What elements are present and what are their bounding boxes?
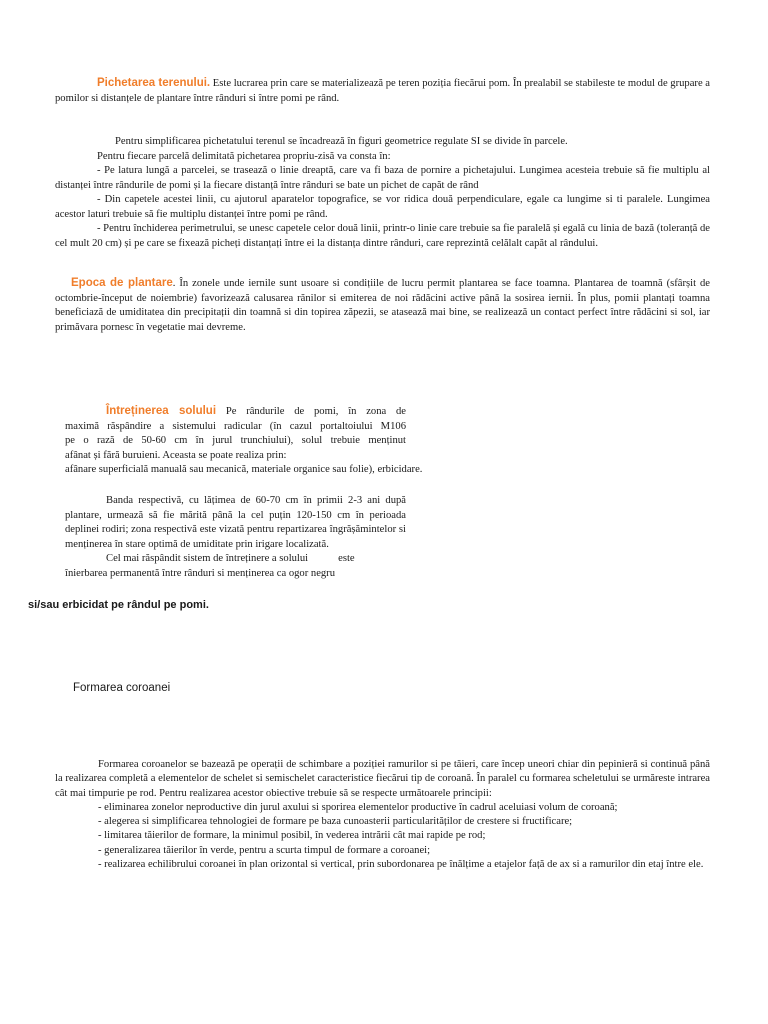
text-line: pe o rază de 50-60 cm în jurul trunchiului), solul trebuie menținut — [65, 435, 406, 447]
list-item: - Din capetele acestei linii, cu ajutorul aparatelor topografice, se vor ridica două perpendiculare, egale ca lungime si ti paralele. Lungimea acestor laturi trebuie să fie multiplu distanței între pomi pe rând. — [55, 194, 710, 220]
epoca-paragraph — [55, 276, 710, 335]
intretinere-line — [65, 404, 406, 420]
principles-list — [55, 801, 710, 858]
paragraph: Banda respectivă, cu lățimea de 60-70 cm în primii 2-3 ani după plantare, urmează să fie mărită până la cel puțin 120-150 cm în perioada deplinei rodiri; zona respectivă este vizată pentru repartizarea îngrășămintelor si menținerea în stare optimă de umiditate prin irigare localizată. — [65, 495, 406, 550]
section-intretinere-banda — [65, 494, 406, 582]
epoca-text: . În zonele unde iernile sunt usoare si condițiile de lucru permit plantarea se face toamna. Plantarea de toamnă (sfârșit de octombrie-început de noiembrie) favorizează calusarea rănilor si emiterea de noi rădăcini active până la sosirea iernii. În plus, pomii plantați toamna beneficiază de umiditatea din precipitații din toamnă si din topirea zăpezii, se atasează mai bine, se realizează un contact perfect între rădăcini si sol, iar primăvara pornesc în vegetatie mai devreme. — [55, 278, 711, 333]
section-intretinere — [65, 404, 423, 478]
list-item: - Pentru închiderea perimetrului, se unesc capetele celor două linii, printr-o linie care trebuie sa fie paralelă și egală cu linia de bază (toleranță de cel mult 20 cm) și pe care se fixează picheți distanțați între ei la distanța dintre rânduri, care reprezintă celălalt capăt al rândului. — [55, 223, 710, 249]
pichetare-paragraph — [55, 76, 710, 106]
text-line — [65, 552, 406, 567]
text-line: Pe rândurile de pomi, în zona de — [216, 406, 407, 417]
list-item: - limitarea tăierilor de formare, la minimul posibil, în vederea intrării cât mai rapide pe rod; — [98, 830, 486, 842]
text-span: Cel mai răspândit sistem de întreținere a solului — [106, 553, 309, 565]
section-epoca-plantare — [55, 276, 710, 335]
list-item: - realizarea echilibrului coroanei în plan orizontal si vertical, prin subordonarea pe înălțime a etajelor față de ax si a ramurilor din etaj între ele. — [98, 859, 704, 871]
section-simplificare — [55, 135, 710, 251]
section-formarea — [55, 758, 710, 872]
text-line: maximă răspândire a sistemului radicular (în cazul portaltoiului M106 — [65, 420, 406, 432]
section-pichetare — [55, 76, 710, 106]
paragraph: Pentru simplificarea pichetatului terenul se încadrează în figuri geometrice regulate SI se divide în parcele. — [115, 136, 568, 147]
text-line: afânat și fără buruieni. Aceasta se poate realiza prin: — [65, 449, 287, 461]
paragraph: Pentru fiecare parcelă delimitată pichetarea propriu-zisă va consta în: — [97, 150, 391, 162]
text-line: afânare superficială manuală sau mecanică, materiale organice sau folie), erbicidare. — [65, 464, 423, 476]
paragraph: Formarea coroanelor se bazează pe operații de schimbare a poziției ramurilor si pe tăieri, care încep uneori chiar din pepinieră si continuă până la realizarea completă a elementelor de schelet si semischelet caracteristice fiecărui tip de coroană. În paralel cu formarea scheletului se urmăreste intrarea cât mai timpurie pe rod. Pentru realizarea acestor obiective trebuie să se respecte următoarele principii: — [55, 759, 710, 799]
text-line: înierbarea permanentă între rânduri si menținerea ca ogor negru — [65, 567, 336, 579]
list-item: - Pe latura lungă a parcelei, se trasează o linie dreaptă, care va fi baza de pornire a pichetajului. Lungimea acesteia trebuie să fie multiplu al distanței între rândurile de pomi și la fiecare distanță între rânduri se bate un pichet de capăt de rând — [55, 165, 710, 191]
intretinere-heading: Întreținerea solului — [106, 405, 217, 417]
list-item: - eliminarea zonelor neproductive din jurul axului si sporirea elementelor productive în cadrul aceluiasi volum de coroană; — [98, 801, 618, 813]
epoca-heading: Epoca de plantare — [71, 277, 173, 289]
pichetare-heading: Pichetarea terenului. — [97, 77, 211, 89]
list-item: - generalizarea tăierilor în verde, pentru a scurta timpul de formare a coroanei; — [98, 844, 431, 856]
intretinere-bold-line: si/sau erbicidat pe rândul pe pomi. — [28, 599, 209, 611]
pichetare-text: Este lucrarea prin care se materializează pe teren poziția fiecărui pom. În prealabil se stabileste te modul de grupare a pomilor si distanțele de plantare între rânduri si între pomi pe rând. — [55, 78, 711, 104]
list-item: - alegerea si simplificarea tehnologiei de formare pe baza cunoasterii particularităților de crestere si fructificare; — [98, 816, 573, 828]
text-span: este — [338, 553, 355, 565]
formarea-heading: Formarea coroanei — [73, 682, 171, 694]
